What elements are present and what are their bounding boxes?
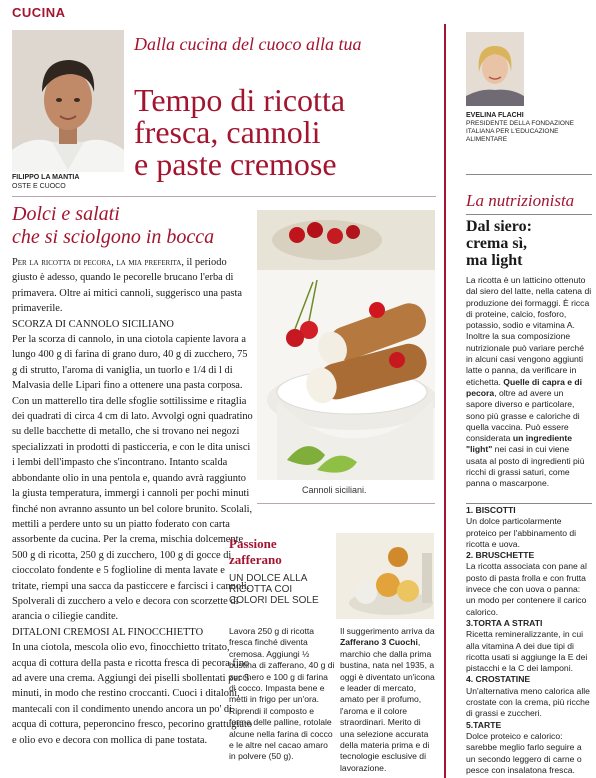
box-subtitle: UN DOLCE ALLA RICOTTA COI COLORI DEL SOLE [229,573,319,606]
caption-text: Cannoli siciliani. [302,485,367,495]
recipe-heading: SCORZA DI CANNOLO SICILIANO [12,318,174,330]
recipe-paragraph: In una ciotola, mescola olio evo, finocchietto tritato, acqua di cottura della pasta e ricotta fresca di pecora fino ad avere una crema. Aggiungi dei piselli sbollentati per 5 minuti, in modo che restino croccanti. Cuoci i ditaloni, mantecali con il condimento unendo ancora un po' di acqua di cottura, peperoncino fresco, pecorino grattugiato e olio evo e decora con mollica di pane tostata. [12,642,253,746]
nutri-title-line: crema sì, [466,235,528,252]
list-item-head: 2. BRUSCHETTE [466,550,535,561]
subtitle-line: Dolci e salati [12,203,120,225]
nutri-title-line: Dal siero: [466,218,532,235]
chef-portrait-image [12,30,124,172]
list-item [466,674,592,719]
cannoli-photo [257,210,435,480]
photo-caption [257,483,435,504]
intro-text: il periodo giusto è adesso, quando le pecorelle brucano l'erba di primavera. Oltre ai mitici cannoli, suggerisco una pasta primaverile. [12,257,242,315]
title-line: fresca, cannoli [134,114,321,150]
box-recipe-text: Lavora 250 g di ricotta fresca finché diventa cremosa. Aggiungi ½ bustina di zafferano, 40 g di zucchero e 100 g di farina di cocco. Impasta bene e metti in frigo per un'ora. Riprendi il composto e forma delle palline, rotolale alcune nella farina di cocco e le altre nel cacao amaro in polvere (50 g). [229,626,335,762]
sponsor-brand: Zafferano 3 Cuochi [340,637,418,648]
nutritionist-role: PRESIDENTE DELLA FONDAZIONE ITALIANA PER L'EDUCAZIONE ALIMENTARE [466,120,574,143]
nutri-text-bold: Quelle di capra e di pecora [466,376,583,398]
divider [466,214,592,215]
box-sponsor-text [340,626,436,774]
list-item-head: 5.TARTE [466,719,502,730]
intro-caps: Per la ricotta di pecora, la mia preferita, [12,257,184,268]
list-item-text: Ricetta remineralizzante, in cui alla vitamina A dei due tipi di ricotta usati si aggiunge la E dei pistacchi e la C dei lamponi. [466,629,588,674]
nutritionist-title [466,218,592,269]
list-item-text: Un'alternativa meno calorica alle crostate con la crema, più ricche di grassi e zuccheri. [466,685,590,719]
section-label: CUCINA [12,5,66,20]
list-item-head: 3.TORTA A STRATI [466,617,543,628]
subtitle-line: che si sciolgono in bocca [12,226,215,248]
recipe-paragraph: Per la scorza di cannolo, in una ciotola capiente lavora a lungo 400 g di farina di grano duro, 40 g di zucchero, 75 g di strutto, l'aroma di vaniglia, un tuorlo e 1/4 di l di Malvasia delle Lipari fino a ottenere una pasta corposa. Con un matterello tira delle sfoglie sottilissime e ritaglia dei quadrati di circa 4 cm di lato. Avvolgi ogni quadratino su delle bacchette di metallo, che si trovano nei negozi specializzati in prodotti di pasticceria, e con le dita unisci i lembi dell'impasto che s'incontrano. Intanto scalda abbondante olio in una pentola e, quando avrà raggiunto la giusta temperatura, immergi i cannoli per pochi minuti finché non avranno assunto un bel colore brunito. Scolali, mettili a perdere unto su un piatto foderato con carta assorbente da cucina. Per la crema, mischia dolcemente 500 g di ricotta, 250 g di zucchero, 100 g di gocce di cioccolato fondente e 5 foglioline di menta lavate e tritate, riempi una sacca da pasticcere e farcisci i cannoli. Spolverali di zucchero a velo e decora con scorzette di arancia o ciliegie candite. [12,334,253,623]
article-body [12,255,254,748]
nutritionist-photo [466,32,524,106]
sponsor-pre: Il suggerimento arriva da [340,626,435,636]
intro-paragraph [12,255,254,317]
list-item [466,550,592,618]
title-line: Tempo di ricotta [134,82,346,118]
box-title-line: zafferano [229,552,282,567]
nutri-text-part: La ricotta è un latticino ottenuto dal siero del latte, nella catena di produzione dei formaggi. È ricca di proteine, calcio, fosforo, potassio, sodio e vitamina A. Inoltre la sua composizione nutrizionale può variare perché in alcuni casi vengono aggiunti latte o panna, da verificare in etichetta. [466,275,592,387]
page-title [134,84,434,180]
chef-name: FILIPPO LA MANTIA [12,174,80,181]
cannoli-image [257,210,435,480]
nutri-title-line: ma light [466,252,523,269]
section-subtitle [12,203,252,249]
kicker: Dalla cucina del cuoco alla tua [134,34,362,54]
recipe-heading: DITALONI CREMOSI AL FINOCCHIETTO [12,626,204,638]
list-item-head: 1. BISCOTTI [466,505,516,515]
nutri-text-bold: un ingrediente "light" [466,433,573,455]
nutritionist-text [466,275,592,490]
box-title-line: Passione [229,536,277,551]
box-title [229,536,329,568]
list-item-text: Un dolce particolarmente proteico per l'abbinamento di ricotta e uova. [466,516,577,549]
nutritionist-label: La nutrizionista [466,191,575,210]
nutri-text-part: , oltre ad avere un sapore diverso e particolare, sono più grasse e caloriche di quella vaccina. Può essere considerata [466,387,580,444]
divider [466,174,592,175]
nutritionist-list [466,505,592,776]
divider [466,503,592,504]
list-item [466,720,592,776]
nutritionist-name: EVELINA FLACHI [466,112,524,119]
chef-photo [12,30,124,172]
divider [12,196,436,197]
sponsor-post: , marchio che dalla prima bustina, nata nel 1935, a oggi è diventato un'icona e leader di mercato, amato per il profumo, l'aroma e il colore straordinari. Merito di una selezione accurata della materia prima e di tecnologie esclusive di lavorazione. [340,637,435,773]
list-item-text: La ricotta associata con pane al posto di pasta frolla e con frutta invece che con uova o panna: un modo per contenere il carico calorico. [466,561,587,617]
list-item [466,618,592,674]
dessert-image [336,533,434,619]
nutritionist-portrait-image [466,32,524,106]
list-item-head: 4. CROSTATINE [466,674,531,685]
title-line: e paste cremose [134,146,337,182]
nutri-text-part: nei casi in cui viene usata al posto di ingredienti più ricchi di grassi saturi, come panna o mascarpone. [466,444,585,489]
saffron-dessert-photo [336,533,434,619]
chef-role: OSTE E CUOCO [12,183,66,190]
list-item-text: Dolce proteico e calorico: sarebbe meglio farlo seguire a un secondo leggero di carne o pesce con insalatona fresca. [466,730,582,775]
column-divider [444,24,446,778]
list-item [466,505,592,550]
